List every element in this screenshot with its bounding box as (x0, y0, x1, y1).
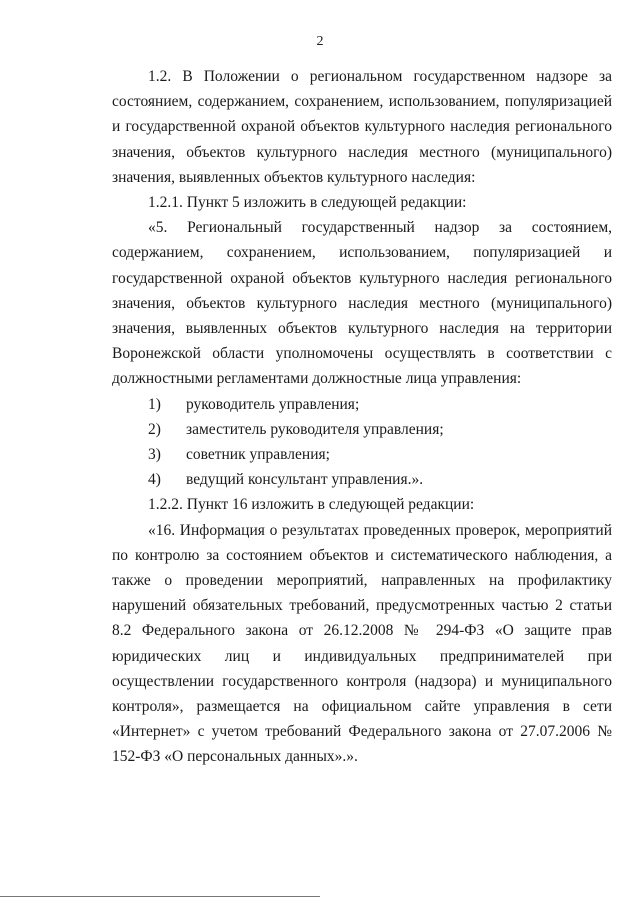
paragraph-point-16: «16. Информация о результатах проведенных проверок, мероприятий по контролю за состоянием объектов и систематического наблюдения, а также о проведении мероприятий, направленных на профилактику нарушений обязательных требований, предусмотренных частью 2 статьи 8.2 Федерального закона от 26.12.2008 № 294-ФЗ «О защите прав юридических лиц и индивидуальных предпринимателей при осуществлении государственного контроля (надзора) и муниципального контроля», размещается на официальном сайте управления в сети «Интернет» с учетом требований Федерального закона от 27.07.2006 № 152-ФЗ «О персональных данных».». (112, 521, 612, 766)
paragraph-point-5: «5. Региональный государственный надзор за состоянием, содержанием, сохранением, использованием, популяризацией и государственной охраной объектов культурного наследия регионального значения, объектов культурного наследия местного (муниципального) значения, выявленных объектов культурного наследия на территории Воронежской области уполномочены осуществлять в соответствии с должностными регламентами должностные лица управления: (112, 219, 612, 388)
list-item (112, 442, 612, 467)
list-item-text: руководитель управления; (186, 395, 360, 413)
list-item (112, 417, 612, 442)
page-number: 2 (316, 34, 324, 49)
list-item-number: 4) (148, 471, 161, 489)
list-item-number: 1) (148, 395, 161, 413)
list-item (112, 467, 612, 492)
footer-divider (0, 896, 320, 897)
list-item-number: 2) (148, 420, 161, 438)
officials-list (112, 392, 612, 493)
list-item (112, 392, 612, 417)
list-item-text: советник управления; (186, 446, 330, 464)
paragraph-1-2-2: 1.2.2. Пункт 16 изложить в следующей редакции: (148, 496, 475, 514)
list-item-number: 3) (148, 446, 161, 464)
paragraph-1-2-1: 1.2.1. Пункт 5 изложить в следующей редакции: (148, 194, 467, 212)
list-item-text: заместитель руководителя управления; (186, 420, 444, 438)
list-item-text: ведущий консультант управления.». (186, 471, 424, 489)
paragraph-1-2: 1.2. В Положении о региональном государственном надзоре за состоянием, содержанием, сохранением, использованием, популяризацией и государственной охраной объектов культурного наследия регионального значения, объектов культурного наследия местного (муниципального) значения, выявленных объектов культурного наследия: (112, 68, 612, 186)
document-body (112, 64, 612, 770)
